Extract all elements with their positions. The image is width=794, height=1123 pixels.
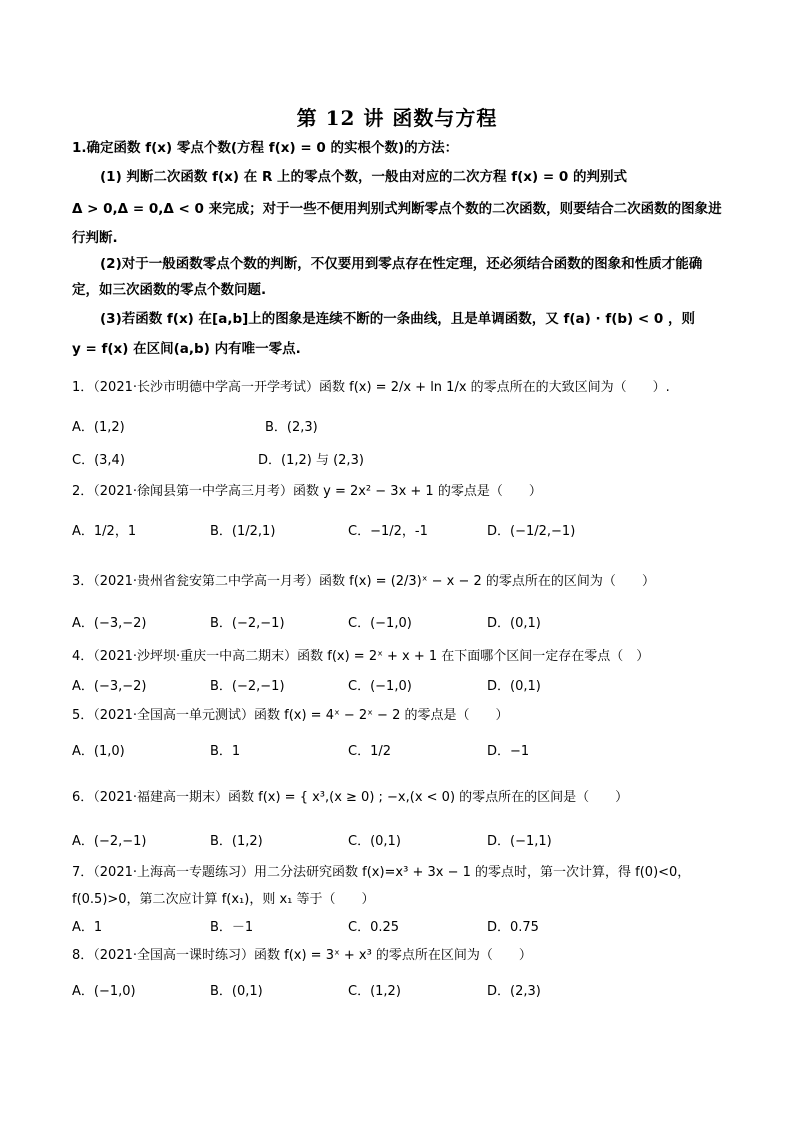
question-8-option-b: B．(0,1) xyxy=(210,984,263,999)
question-8-stem: 8．（2021·全国高一课时练习）函数 f(x) = 3ˣ + x³ 的零点所在区间为（ ） xyxy=(72,948,532,963)
question-2-option-a: A．1/2，1 xyxy=(72,524,137,539)
question-7-option-a: A．1 xyxy=(72,920,103,935)
method-p2-line2: 定，如三次函数的零点个数问题. xyxy=(72,282,267,298)
question-1-stem: 1．（2021·长沙市明德中学高一开学考试）函数 f(x) = 2/x + ln 1/x 的零点所在的大致区间为（ ）. xyxy=(72,380,670,395)
question-3-stem: 3．（2021·贵州省瓮安第二中学高一月考）函数 f(x) = (2/3)ˣ − x − 2 的零点所在的区间为（ ） xyxy=(72,574,655,589)
method-p1-line3: 行判断. xyxy=(72,230,118,246)
question-4-option-b: B．(−2,−1) xyxy=(210,679,285,694)
method-p2-line1: (2)对于一般函数零点个数的判断，不仅要用到零点存在性定理，还必须结合函数的图象和性质才能确 xyxy=(100,256,703,272)
question-3-option-b: B．(−2,−1) xyxy=(210,616,285,631)
question-1-option-a: A．(1,2) xyxy=(72,420,125,435)
question-6-option-b: B．(1,2) xyxy=(210,834,263,849)
method-p3-line1: (3)若函数 f(x) 在[a,b]上的图象是连续不断的一条曲线，且是单调函数，又 f(a) · f(b) < 0 ，则 xyxy=(100,311,696,327)
question-4-option-d: D．(0,1) xyxy=(487,679,541,694)
question-2-stem: 2．（2021·徐闻县第一中学高三月考）函数 y = 2x² − 3x + 1 的零点是（ ） xyxy=(72,484,542,499)
question-2-option-b: B．(1/2,1) xyxy=(210,524,276,539)
question-5-stem: 5．（2021·全国高一单元测试）函数 f(x) = 4ˣ − 2ˣ − 2 的零点是（ ） xyxy=(72,708,509,723)
question-4-option-c: C．(−1,0) xyxy=(348,679,412,694)
question-5-option-d: D．−1 xyxy=(487,744,530,759)
question-8-option-d: D．(2,3) xyxy=(487,984,541,999)
question-8-option-c: C．(1,2) xyxy=(348,984,401,999)
question-5-option-c: C．1/2 xyxy=(348,744,391,759)
question-5-option-b: B．1 xyxy=(210,744,241,759)
question-1-option-b: B．(2,3) xyxy=(265,420,318,435)
question-1-option-c: C．(3,4) xyxy=(72,453,125,468)
question-6-option-a: A．(−2,−1) xyxy=(72,834,147,849)
question-4-stem: 4．（2021·沙坪坝·重庆一中高二期末）函数 f(x) = 2ˣ + x + 1 在下面哪个区间一定存在零点（ ） xyxy=(72,649,650,664)
question-6-option-d: D．(−1,1) xyxy=(487,834,552,849)
question-7-stem-line1: 7．（2021·上海高一专题练习）用二分法研究函数 f(x)=x³ + 3x − 1 的零点时，第一次计算，得 f(0)<0， xyxy=(72,865,691,880)
method-heading: 1.确定函数 f(x) 零点个数(方程 f(x) = 0 的实根个数)的方法： xyxy=(72,140,459,156)
question-1-option-d: D．(1,2) 与 (2,3) xyxy=(258,453,364,468)
method-p1-line2: Δ > 0,Δ = 0,Δ < 0 来完成；对于一些不便用判别式判断零点个数的二次函数，则要结合二次函数的图象进 xyxy=(72,201,722,217)
question-7-option-c: C．0.25 xyxy=(348,920,400,935)
page-title: 第 12 讲 函数与方程 xyxy=(296,106,498,130)
question-7-option-b: B．－1 xyxy=(210,920,254,935)
question-6-stem: 6．（2021·福建高一期末）函数 f(x) = { x³,(x ≥ 0) ; −x,(x < 0) 的零点所在的区间是（ ） xyxy=(72,790,629,805)
question-2-option-c: C．−1/2，-1 xyxy=(348,524,428,539)
question-3-option-d: D．(0,1) xyxy=(487,616,541,631)
question-2-option-d: D．(−1/2,−1) xyxy=(487,524,576,539)
question-5-option-a: A．(1,0) xyxy=(72,744,125,759)
question-7-option-d: D．0.75 xyxy=(487,920,539,935)
question-3-option-c: C．(−1,0) xyxy=(348,616,412,631)
question-8-option-a: A．(−1,0) xyxy=(72,984,136,999)
question-3-option-a: A．(−3,−2) xyxy=(72,616,147,631)
method-p3-line2: y = f(x) 在区间(a,b) 内有唯一零点. xyxy=(72,341,301,357)
method-p1-line1: (1) 判断二次函数 f(x) 在 R 上的零点个数，一般由对应的二次方程 f(x) = 0 的判别式 xyxy=(100,169,627,185)
question-4-option-a: A．(−3,−2) xyxy=(72,679,147,694)
question-6-option-c: C．(0,1) xyxy=(348,834,401,849)
question-7-stem-line2: f(0.5)>0，第二次应计算 f(x₁)，则 x₁ 等于（ ） xyxy=(72,892,375,907)
